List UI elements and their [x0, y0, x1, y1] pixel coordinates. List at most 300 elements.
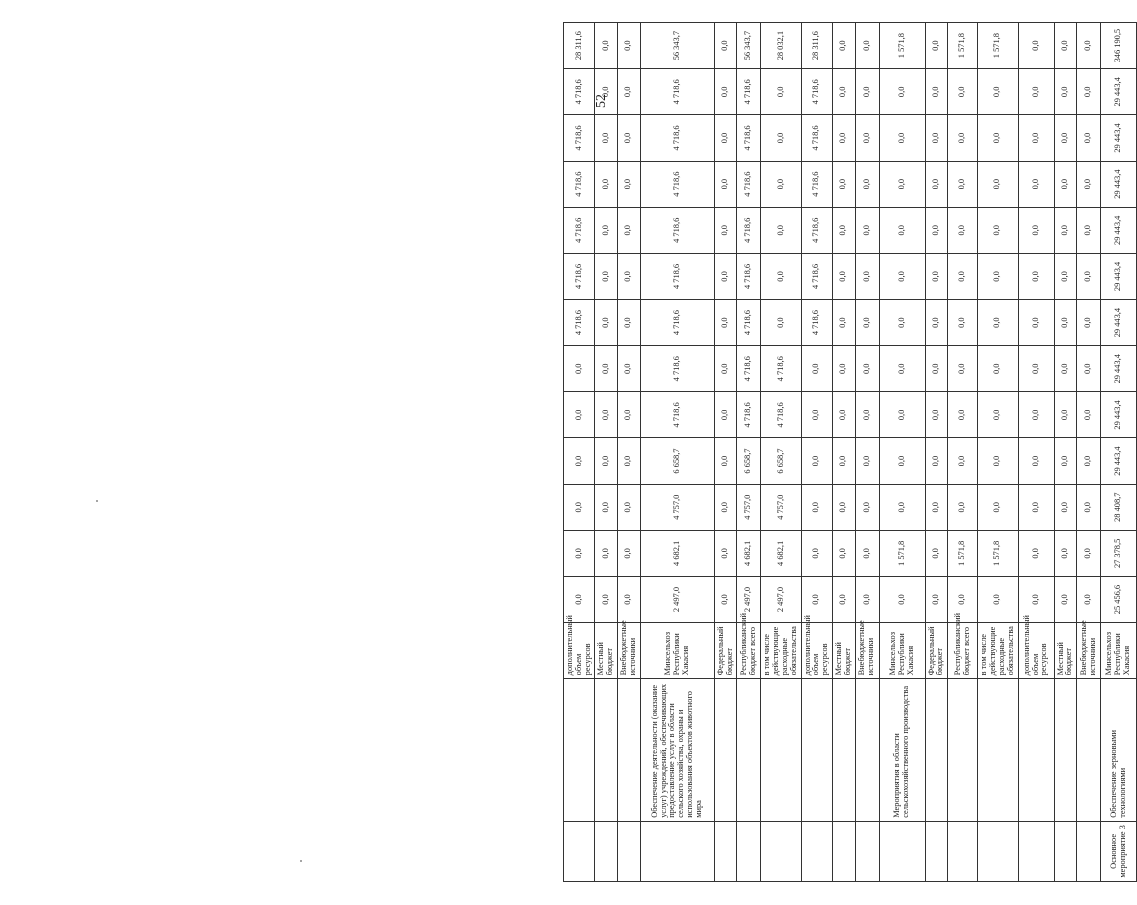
- funding-source-cell: Республиканский бюджет всего: [737, 623, 761, 679]
- table-row: [948, 23, 978, 882]
- year-value-cell: 0,0: [564, 392, 595, 438]
- year-value-cell: 4 682,1: [737, 530, 761, 576]
- funding-source-cell: Минсельхоз Республики Хакасия: [1101, 623, 1137, 679]
- year-value-cell: 0,0: [1054, 392, 1077, 438]
- year-value-cell: 0,0: [618, 346, 641, 392]
- year-value-cell: 0,0: [879, 438, 925, 484]
- year-value-cell: 0,0: [855, 253, 879, 299]
- year-value-cell: 0,0: [801, 484, 832, 530]
- year-value-cell: 0,0: [714, 69, 737, 115]
- year-value-cell: 0,0: [714, 346, 737, 392]
- year-value-cell: 0,0: [978, 484, 1018, 530]
- year-value-cell: 0,0: [761, 69, 801, 115]
- funding-source-cell: Минсельхоз Республики Хакасия: [640, 623, 714, 679]
- year-value-cell: 0,0: [855, 484, 879, 530]
- table-row: [564, 23, 595, 882]
- year-value-cell: 4 718,6: [737, 392, 761, 438]
- year-value-cell: 29 443,4: [1101, 346, 1137, 392]
- total-cell: 0,0: [714, 23, 737, 69]
- measure-number-cell: [737, 821, 761, 881]
- funding-source-cell: Республиканский бюджет всего: [948, 623, 978, 679]
- year-value-cell: 0,0: [978, 576, 1018, 622]
- year-value-cell: 0,0: [1018, 438, 1054, 484]
- funding-source-cell: Внебюджетные источники: [855, 623, 879, 679]
- year-value-cell: 0,0: [714, 207, 737, 253]
- year-value-cell: 0,0: [618, 484, 641, 530]
- measure-name-cell: [801, 679, 832, 821]
- measure-name-cell: [855, 679, 879, 821]
- table-row: [1101, 23, 1137, 882]
- year-value-cell: 0,0: [833, 253, 856, 299]
- year-value-cell: 0,0: [595, 115, 618, 161]
- year-value-cell: 0,0: [564, 530, 595, 576]
- year-value-cell: 0,0: [564, 484, 595, 530]
- measure-name-cell: Мероприятия в области сельскохозяйственного производства: [879, 679, 925, 821]
- year-value-cell: 0,0: [595, 300, 618, 346]
- year-value-cell: 0,0: [978, 346, 1018, 392]
- year-value-cell: 0,0: [1018, 530, 1054, 576]
- year-value-cell: 0,0: [855, 346, 879, 392]
- measure-number-cell: [833, 821, 856, 881]
- funding-source-cell: Минсельхоз Республики Хакасия: [879, 623, 925, 679]
- year-value-cell: 0,0: [761, 161, 801, 207]
- year-value-cell: 29 443,4: [1101, 300, 1137, 346]
- total-cell: 1 571,8: [978, 23, 1018, 69]
- year-value-cell: 0,0: [1077, 207, 1101, 253]
- year-value-cell: 0,0: [833, 300, 856, 346]
- measure-name-cell: [618, 679, 641, 821]
- measure-name-cell: [978, 679, 1018, 821]
- year-value-cell: 0,0: [595, 530, 618, 576]
- year-value-cell: 0,0: [714, 253, 737, 299]
- year-value-cell: 2 497,0: [640, 576, 714, 622]
- year-value-cell: 4 718,6: [761, 392, 801, 438]
- year-value-cell: 4 682,1: [761, 530, 801, 576]
- year-value-cell: 0,0: [879, 392, 925, 438]
- total-cell: 0,0: [925, 23, 948, 69]
- year-value-cell: 0,0: [855, 438, 879, 484]
- year-value-cell: 0,0: [1018, 207, 1054, 253]
- total-cell: 0,0: [855, 23, 879, 69]
- table-row: [833, 23, 856, 882]
- year-value-cell: 0,0: [925, 69, 948, 115]
- year-value-cell: 0,0: [948, 392, 978, 438]
- total-cell: 0,0: [595, 23, 618, 69]
- year-value-cell: 0,0: [879, 484, 925, 530]
- year-value-cell: 0,0: [595, 207, 618, 253]
- year-value-cell: 4 718,6: [737, 300, 761, 346]
- funding-source-cell: Федеральный бюджет: [925, 623, 948, 679]
- measure-name-cell: [564, 679, 595, 821]
- year-value-cell: 4 718,6: [564, 207, 595, 253]
- year-value-cell: 0,0: [833, 576, 856, 622]
- year-value-cell: 0,0: [925, 392, 948, 438]
- year-value-cell: 0,0: [618, 438, 641, 484]
- year-value-cell: 29 443,4: [1101, 438, 1137, 484]
- year-value-cell: 4 718,6: [564, 69, 595, 115]
- year-value-cell: 4 718,6: [564, 115, 595, 161]
- year-value-cell: 0,0: [1054, 207, 1077, 253]
- year-value-cell: 0,0: [855, 207, 879, 253]
- year-value-cell: 0,0: [761, 207, 801, 253]
- funding-source-cell: Федеральный бюджет: [714, 623, 737, 679]
- year-value-cell: 0,0: [1018, 300, 1054, 346]
- year-value-cell: 4 682,1: [640, 530, 714, 576]
- measure-name-cell: [737, 679, 761, 821]
- year-value-cell: 0,0: [978, 69, 1018, 115]
- year-value-cell: 0,0: [801, 438, 832, 484]
- total-cell: 346 190,5: [1101, 23, 1137, 69]
- year-value-cell: 0,0: [618, 161, 641, 207]
- year-value-cell: 0,0: [948, 346, 978, 392]
- table-row: [978, 23, 1018, 882]
- year-value-cell: 29 443,4: [1101, 392, 1137, 438]
- measure-number-cell: [1054, 821, 1077, 881]
- year-value-cell: 0,0: [948, 161, 978, 207]
- measure-number-cell: [1018, 821, 1054, 881]
- year-value-cell: 0,0: [714, 392, 737, 438]
- total-cell: 56 343,7: [737, 23, 761, 69]
- year-value-cell: 0,0: [879, 207, 925, 253]
- funding-source-cell: Местный бюджет: [833, 623, 856, 679]
- measure-name-cell: [595, 679, 618, 821]
- year-value-cell: 0,0: [1054, 576, 1077, 622]
- year-value-cell: 0,0: [714, 161, 737, 207]
- year-value-cell: 0,0: [618, 530, 641, 576]
- year-value-cell: 0,0: [801, 530, 832, 576]
- year-value-cell: 4 718,6: [801, 207, 832, 253]
- year-value-cell: 0,0: [879, 161, 925, 207]
- funding-source-cell: Внебюджетные источники: [1077, 623, 1101, 679]
- year-value-cell: 0,0: [833, 346, 856, 392]
- year-value-cell: 0,0: [1077, 161, 1101, 207]
- scan-speck: [96, 500, 98, 502]
- year-value-cell: 6 658,7: [640, 438, 714, 484]
- year-value-cell: 0,0: [618, 253, 641, 299]
- year-value-cell: 0,0: [948, 115, 978, 161]
- year-value-cell: 28 408,7: [1101, 484, 1137, 530]
- year-value-cell: 0,0: [1018, 253, 1054, 299]
- year-value-cell: 0,0: [855, 115, 879, 161]
- year-value-cell: 0,0: [978, 438, 1018, 484]
- year-value-cell: 0,0: [855, 576, 879, 622]
- measure-name-cell: Обеспечение зерновыми технологиями: [1101, 679, 1137, 821]
- year-value-cell: 0,0: [618, 576, 641, 622]
- year-value-cell: 6 658,7: [737, 438, 761, 484]
- year-value-cell: 27 378,5: [1101, 530, 1137, 576]
- rotated-document: [563, 22, 1137, 882]
- year-value-cell: 4 718,6: [737, 161, 761, 207]
- year-value-cell: 0,0: [1077, 69, 1101, 115]
- total-cell: 0,0: [618, 23, 641, 69]
- year-value-cell: 0,0: [1077, 438, 1101, 484]
- year-value-cell: 0,0: [1077, 484, 1101, 530]
- measure-number-cell: [618, 821, 641, 881]
- measure-number-cell: [801, 821, 832, 881]
- year-value-cell: 0,0: [925, 484, 948, 530]
- year-value-cell: 4 718,6: [761, 346, 801, 392]
- total-cell: 28 311,6: [801, 23, 832, 69]
- total-cell: 0,0: [1018, 23, 1054, 69]
- year-value-cell: 0,0: [833, 484, 856, 530]
- year-value-cell: 29 443,4: [1101, 69, 1137, 115]
- total-cell: 1 571,8: [948, 23, 978, 69]
- year-value-cell: 0,0: [1018, 161, 1054, 207]
- year-value-cell: 29 443,4: [1101, 253, 1137, 299]
- measure-number-cell: [1077, 821, 1101, 881]
- year-value-cell: 0,0: [1054, 161, 1077, 207]
- year-value-cell: 0,0: [948, 253, 978, 299]
- table-row: [737, 23, 761, 882]
- year-value-cell: 0,0: [1054, 300, 1077, 346]
- measure-name-cell: [925, 679, 948, 821]
- measure-name-cell: [1077, 679, 1101, 821]
- measure-number-cell: [564, 821, 595, 881]
- year-value-cell: 0,0: [948, 69, 978, 115]
- funding-source-cell: в том числе действующие расходные обязательства: [761, 623, 801, 679]
- measure-number-cell: [714, 821, 737, 881]
- year-value-cell: 0,0: [978, 115, 1018, 161]
- total-cell: 0,0: [833, 23, 856, 69]
- measure-name-cell: [948, 679, 978, 821]
- year-value-cell: 0,0: [714, 530, 737, 576]
- year-value-cell: 4 718,6: [801, 300, 832, 346]
- year-value-cell: 0,0: [948, 484, 978, 530]
- year-value-cell: 0,0: [595, 253, 618, 299]
- year-value-cell: 0,0: [564, 576, 595, 622]
- year-value-cell: 0,0: [564, 346, 595, 392]
- year-value-cell: 4 718,6: [801, 161, 832, 207]
- year-value-cell: 0,0: [978, 392, 1018, 438]
- year-value-cell: 0,0: [948, 576, 978, 622]
- measure-name-cell: [761, 679, 801, 821]
- year-value-cell: 0,0: [595, 438, 618, 484]
- year-value-cell: 0,0: [1054, 115, 1077, 161]
- year-value-cell: 29 443,4: [1101, 207, 1137, 253]
- year-value-cell: 0,0: [855, 392, 879, 438]
- measure-number-cell: [761, 821, 801, 881]
- measure-number-cell: [925, 821, 948, 881]
- table-row: [1018, 23, 1054, 882]
- year-value-cell: 4 757,0: [737, 484, 761, 530]
- funding-source-cell: Местный бюджет: [595, 623, 618, 679]
- year-value-cell: 25 456,6: [1101, 576, 1137, 622]
- year-value-cell: 0,0: [1054, 438, 1077, 484]
- table-row: [855, 23, 879, 882]
- year-value-cell: 0,0: [1054, 346, 1077, 392]
- table-row: [1054, 23, 1077, 882]
- year-value-cell: 0,0: [833, 69, 856, 115]
- year-value-cell: 0,0: [948, 300, 978, 346]
- year-value-cell: 0,0: [564, 438, 595, 484]
- year-value-cell: 0,0: [925, 253, 948, 299]
- year-value-cell: 4 718,6: [801, 253, 832, 299]
- year-value-cell: 0,0: [978, 300, 1018, 346]
- year-value-cell: 0,0: [761, 300, 801, 346]
- year-value-cell: 4 718,6: [737, 207, 761, 253]
- year-value-cell: 0,0: [1077, 346, 1101, 392]
- year-value-cell: 4 718,6: [564, 253, 595, 299]
- year-value-cell: 0,0: [714, 576, 737, 622]
- year-value-cell: 0,0: [833, 392, 856, 438]
- total-cell: 1 571,8: [879, 23, 925, 69]
- year-value-cell: 0,0: [1018, 484, 1054, 530]
- year-value-cell: 0,0: [1054, 69, 1077, 115]
- year-value-cell: 0,0: [714, 438, 737, 484]
- year-value-cell: 0,0: [855, 300, 879, 346]
- year-value-cell: 0,0: [879, 346, 925, 392]
- year-value-cell: 0,0: [1077, 115, 1101, 161]
- total-cell: 0,0: [1054, 23, 1077, 69]
- year-value-cell: 0,0: [879, 576, 925, 622]
- rotated-table-area: [48, 20, 1132, 890]
- total-cell: 56 343,7: [640, 23, 714, 69]
- year-value-cell: 0,0: [879, 115, 925, 161]
- year-value-cell: 0,0: [978, 161, 1018, 207]
- year-value-cell: 0,0: [1054, 253, 1077, 299]
- budget-table: [563, 22, 1137, 882]
- year-value-cell: 0,0: [761, 115, 801, 161]
- measure-number-cell: [595, 821, 618, 881]
- year-value-cell: 0,0: [978, 253, 1018, 299]
- year-value-cell: 0,0: [948, 438, 978, 484]
- table-row: [925, 23, 948, 882]
- year-value-cell: 0,0: [855, 161, 879, 207]
- page-number: 52: [594, 94, 609, 108]
- year-value-cell: 0,0: [595, 161, 618, 207]
- year-value-cell: 0,0: [1018, 392, 1054, 438]
- total-cell: 28 311,6: [564, 23, 595, 69]
- year-value-cell: 0,0: [595, 69, 618, 115]
- year-value-cell: 4 718,6: [640, 161, 714, 207]
- year-value-cell: 4 718,6: [737, 346, 761, 392]
- measure-number-cell: [879, 821, 925, 881]
- measure-name-cell: [714, 679, 737, 821]
- total-cell: 28 032,1: [761, 23, 801, 69]
- year-value-cell: 4 757,0: [640, 484, 714, 530]
- funding-source-cell: дополнительный объем ресурсов: [564, 623, 595, 679]
- year-value-cell: 0,0: [1077, 253, 1101, 299]
- year-value-cell: 4 718,6: [737, 69, 761, 115]
- year-value-cell: 0,0: [714, 115, 737, 161]
- year-value-cell: 4 718,6: [640, 346, 714, 392]
- year-value-cell: 0,0: [618, 392, 641, 438]
- measure-number-cell: [855, 821, 879, 881]
- year-value-cell: 1 571,8: [948, 530, 978, 576]
- year-value-cell: 0,0: [714, 300, 737, 346]
- year-value-cell: 4 718,6: [640, 392, 714, 438]
- funding-source-cell: Местный бюджет: [1054, 623, 1077, 679]
- table-row: [595, 23, 618, 882]
- table-row: [640, 23, 714, 882]
- year-value-cell: 0,0: [1054, 530, 1077, 576]
- year-value-cell: 0,0: [801, 392, 832, 438]
- year-value-cell: 0,0: [833, 530, 856, 576]
- year-value-cell: 0,0: [925, 530, 948, 576]
- year-value-cell: 0,0: [833, 161, 856, 207]
- funding-source-cell: в том числе действующие расходные обязательства: [978, 623, 1018, 679]
- year-value-cell: 0,0: [595, 576, 618, 622]
- year-value-cell: 0,0: [1077, 300, 1101, 346]
- year-value-cell: 0,0: [925, 161, 948, 207]
- measure-name-cell: [1054, 679, 1077, 821]
- year-value-cell: 0,0: [925, 207, 948, 253]
- year-value-cell: 29 443,4: [1101, 161, 1137, 207]
- year-value-cell: 0,0: [879, 253, 925, 299]
- year-value-cell: 4 718,6: [640, 207, 714, 253]
- year-value-cell: 0,0: [1018, 576, 1054, 622]
- year-value-cell: 0,0: [1077, 392, 1101, 438]
- year-value-cell: 0,0: [618, 207, 641, 253]
- year-value-cell: 0,0: [855, 530, 879, 576]
- year-value-cell: 4 718,6: [564, 161, 595, 207]
- year-value-cell: 4 718,6: [640, 115, 714, 161]
- year-value-cell: 2 497,0: [737, 576, 761, 622]
- table-row: [801, 23, 832, 882]
- measure-number-cell: [978, 821, 1018, 881]
- year-value-cell: 4 718,6: [737, 115, 761, 161]
- year-value-cell: 0,0: [879, 300, 925, 346]
- year-value-cell: 0,0: [618, 69, 641, 115]
- year-value-cell: 1 571,8: [978, 530, 1018, 576]
- year-value-cell: 0,0: [925, 346, 948, 392]
- year-value-cell: 0,0: [879, 69, 925, 115]
- year-value-cell: 2 497,0: [761, 576, 801, 622]
- year-value-cell: 4 757,0: [761, 484, 801, 530]
- year-value-cell: 4 718,6: [801, 69, 832, 115]
- year-value-cell: 4 718,6: [801, 115, 832, 161]
- year-value-cell: 0,0: [618, 300, 641, 346]
- year-value-cell: 0,0: [1018, 69, 1054, 115]
- table-row: [761, 23, 801, 882]
- measure-name-cell: [1018, 679, 1054, 821]
- year-value-cell: 0,0: [833, 438, 856, 484]
- year-value-cell: 0,0: [925, 300, 948, 346]
- funding-source-cell: Внебюджетные источники: [618, 623, 641, 679]
- year-value-cell: 0,0: [801, 346, 832, 392]
- year-value-cell: 0,0: [833, 115, 856, 161]
- measure-number-cell: [640, 821, 714, 881]
- year-value-cell: 0,0: [1018, 115, 1054, 161]
- year-value-cell: 0,0: [1077, 576, 1101, 622]
- scan-speck: [300, 860, 302, 862]
- measure-number-cell: Основное мероприятие 3: [1101, 821, 1137, 881]
- year-value-cell: 0,0: [595, 346, 618, 392]
- measure-name-cell: [833, 679, 856, 821]
- year-value-cell: 1 571,8: [879, 530, 925, 576]
- year-value-cell: 4 718,6: [640, 300, 714, 346]
- table-row: [714, 23, 737, 882]
- table-row: [1077, 23, 1101, 882]
- measure-name-cell: Обеспечение деятельности (оказание услуг) учреждений, обеспечивающих предоставление услуг в области сельского хозяйства, охраны и использования объектов животного мира: [640, 679, 714, 821]
- year-value-cell: 0,0: [595, 392, 618, 438]
- year-value-cell: 4 718,6: [640, 69, 714, 115]
- funding-source-cell: дополнительный объем ресурсов: [801, 623, 832, 679]
- year-value-cell: 0,0: [948, 207, 978, 253]
- year-value-cell: 0,0: [1077, 530, 1101, 576]
- measure-number-cell: [948, 821, 978, 881]
- year-value-cell: 0,0: [618, 115, 641, 161]
- year-value-cell: 29 443,4: [1101, 115, 1137, 161]
- year-value-cell: 0,0: [925, 115, 948, 161]
- year-value-cell: 0,0: [925, 576, 948, 622]
- table-row: [879, 23, 925, 882]
- year-value-cell: 6 658,7: [761, 438, 801, 484]
- year-value-cell: 0,0: [1054, 484, 1077, 530]
- year-value-cell: 0,0: [761, 253, 801, 299]
- year-value-cell: 0,0: [801, 576, 832, 622]
- year-value-cell: 0,0: [978, 207, 1018, 253]
